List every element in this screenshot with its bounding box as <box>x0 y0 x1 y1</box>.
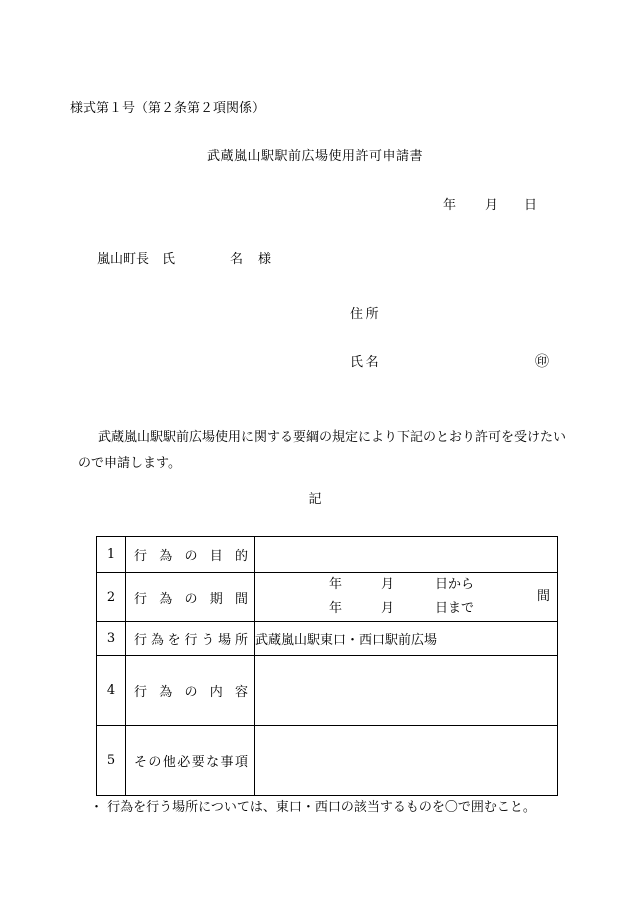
period-start-year: 年 <box>329 577 343 592</box>
date-year-label: 年 <box>443 198 457 213</box>
body-paragraph: 武蔵嵐山駅駅前広場使用に関する要綱の規定により下記のとおり許可を受けたいので申請します。 <box>78 430 567 471</box>
row-content[interactable] <box>255 726 558 796</box>
period-duration: 間 <box>537 589 551 604</box>
period-end-day: 日まで <box>435 601 475 616</box>
footnote: ・ 行為を行う場所については、東口・西口の該当するものを〇で囲むこと。 <box>90 800 536 815</box>
period-start-month: 月 <box>381 577 395 592</box>
table-row <box>97 656 558 726</box>
row-label: 行為の目的 <box>126 537 255 573</box>
addressee-honorific: 様 <box>258 252 272 267</box>
period-cell[interactable] <box>255 573 558 622</box>
row-label: その他必要な事項 <box>126 726 255 796</box>
applicant-address-label: 住所 <box>350 307 382 322</box>
applicant-name-label: 氏名 <box>350 355 382 370</box>
row-number: 2 <box>97 573 126 622</box>
period-end-month: 月 <box>381 601 395 616</box>
table-row <box>97 537 558 573</box>
period-start-day: 日から <box>435 577 475 592</box>
items-table <box>96 536 558 796</box>
date-day-label: 日 <box>524 198 538 213</box>
row-content[interactable] <box>255 656 558 726</box>
date-month-label: 月 <box>485 198 499 213</box>
row-content[interactable]: 武蔵嵐山駅東口・西口駅前広場 <box>255 622 558 656</box>
period-end-year: 年 <box>329 601 343 616</box>
form-number: 様式第１号（第２条第２項関係） <box>70 101 266 116</box>
table-row <box>97 573 558 622</box>
row-number: 5 <box>97 726 126 796</box>
row-label: 行為の内容 <box>126 656 255 726</box>
row-content[interactable] <box>255 537 558 573</box>
table-row <box>97 622 558 656</box>
seal-mark: ㊞ <box>535 354 549 370</box>
ki-heading: 記 <box>308 492 322 507</box>
table-row <box>97 726 558 796</box>
addressee-name-suffix: 名 <box>230 252 244 267</box>
row-number: 3 <box>97 622 126 656</box>
row-label: 行為を行う場所 <box>126 622 255 656</box>
document-title: 武蔵嵐山駅駅前広場使用許可申請書 <box>206 149 423 164</box>
row-label: 行為の期間 <box>126 573 255 622</box>
row-number: 1 <box>97 537 126 573</box>
addressee-title: 嵐山町長 氏 <box>97 252 176 267</box>
row-number: 4 <box>97 656 126 726</box>
